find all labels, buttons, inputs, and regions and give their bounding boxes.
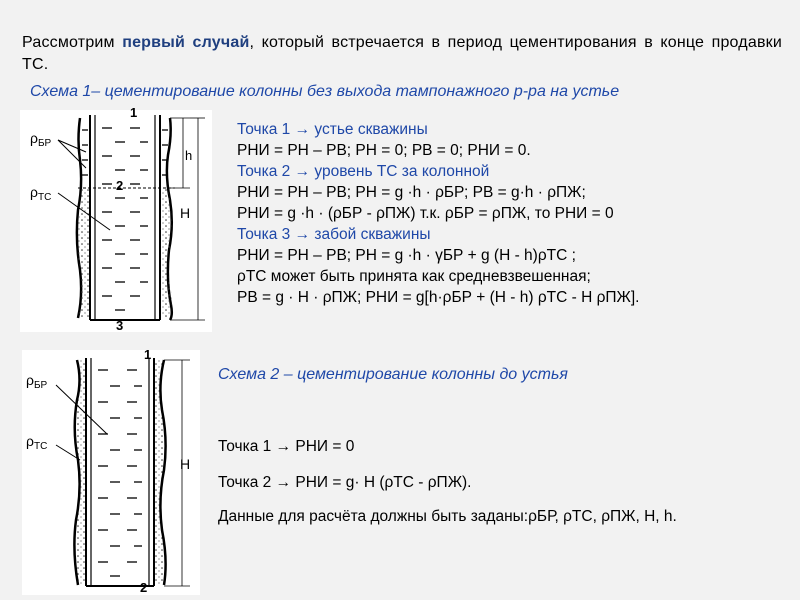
s2-point1: Точка 1 → PНИ = 0 <box>218 438 355 455</box>
scheme1-point-1: 1 <box>130 105 138 120</box>
scheme2-title: Схема 2 – цементирование колонны до устья <box>218 366 568 383</box>
intro-text-1: Рассмотрим <box>22 34 123 51</box>
scheme1-rho-ts: $\rho_{ТС}$ <box>30 184 52 203</box>
s2-point2: Точка 2 → PНИ = g· H (ρТС - ρПЖ). <box>218 474 472 491</box>
s1-point3-eq1: PНИ = PН – PВ; PН = g ·h · γБР + g (H - h)ρТС ; <box>237 247 576 264</box>
s1-point2-title: Точка 2 → уровень ТС за колонной <box>237 163 490 180</box>
scheme1-text <box>237 119 639 308</box>
scheme1-point-2: 2 <box>116 178 124 193</box>
scheme2-point-1: 1 <box>144 347 152 362</box>
s1-point3-title: Точка 3 → забой скважины <box>237 226 431 243</box>
scheme2-label-H: H <box>180 456 191 472</box>
s1-point2-eq1: PНИ = PН – PВ; PН = g ·h · ρБР; PВ = g·h · ρПЖ; <box>237 184 586 201</box>
s1-point1-eq: PНИ = PН – PВ; PН = 0; PВ = 0; PНИ = 0. <box>237 142 531 159</box>
intro-text-2: , который встречается в период цементирования в конце продавки ТС. <box>22 34 782 73</box>
scheme1-figure <box>20 105 212 333</box>
scheme1-label-h: h <box>185 148 193 163</box>
s1-point3-eq2: ρТС может быть принята как средневзвешенная; <box>237 268 591 285</box>
scheme2-point-2: 2 <box>140 580 148 595</box>
s1-point1-title: Точка 1 → устье скважины <box>237 121 428 138</box>
intro-paragraph <box>22 32 782 76</box>
scheme1-title: Схема 1– цементирование колонны без выхода тампонажного р-ра на устье <box>30 83 620 100</box>
s2-data-note: Данные для расчёта должны быть заданы:ρБР, ρТС, ρПЖ, H, h. <box>218 508 677 525</box>
scheme2-figure <box>22 347 200 595</box>
scheme1-label-H: H <box>180 205 191 221</box>
scheme1-rho-br: $\rho_{БР}$ <box>30 130 52 149</box>
intro-emphasis: первый случай <box>122 34 250 51</box>
s1-point2-eq2: PНИ = g ·h · (ρБР - ρПЖ) т.к. ρБР = ρПЖ, то PНИ = 0 <box>237 205 614 222</box>
scheme2-rho-br: $\rho_{БР}$ <box>26 372 48 391</box>
scheme1-point-3: 3 <box>116 318 124 333</box>
scheme2-rho-ts: $\rho_{ТС}$ <box>26 433 48 452</box>
s1-point3-eq3: PВ = g · H · ρПЖ; PНИ = g[h·ρБР + (H - h) ρТС - H ρПЖ]. <box>237 289 640 306</box>
scheme2-well-diagram <box>22 350 200 595</box>
